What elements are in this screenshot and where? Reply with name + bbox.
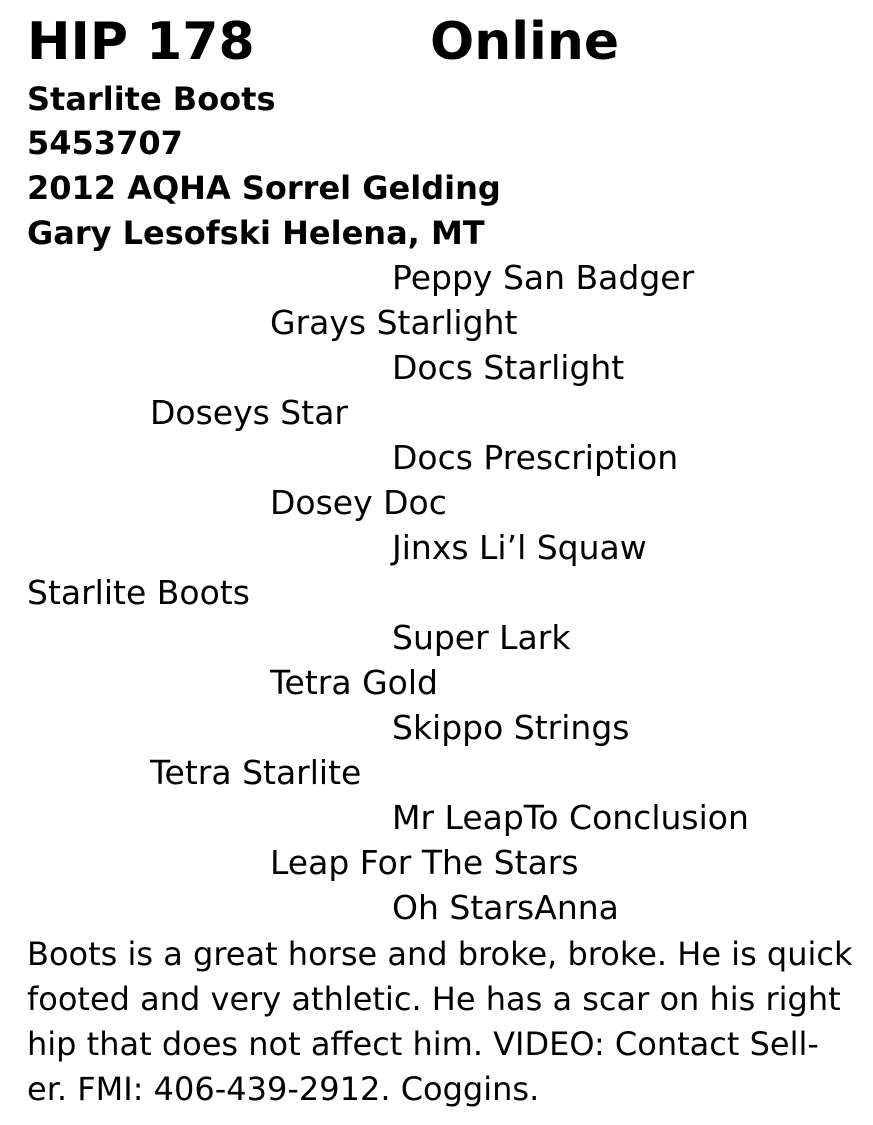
pedigree-dam-dam-dam: Oh StarsAnna [392,888,619,927]
horse-description: 2012 AQHA Sorrel Gelding [27,169,501,207]
pedigree-dam-sire-sire: Super Lark [392,618,571,657]
horse-name: Starlite Boots [27,80,276,118]
pedigree-sire-sire: Grays Starlight [270,303,518,342]
pedigree-subject: Starlite Boots [27,573,250,612]
pedigree-dam: Tetra Starlite [150,753,362,792]
pedigree-sire-dam: Dosey Doc [270,483,447,522]
remarks-line: hip that does not affect him. VIDEO: Contact Sell- [27,1025,819,1063]
pedigree-sire-sire-sire: Peppy San Badger [392,258,695,297]
remarks-line: er. FMI: 406-439-2912. Coggins. [27,1070,540,1108]
remarks-line: Boots is a great horse and broke, broke. He is quick [27,935,853,973]
pedigree-sire: Doseys Star [150,393,348,432]
remarks [27,932,857,1112]
pedigree-sire-dam-dam: Jinxs Li’l Squaw [392,528,647,567]
hip-number: HIP 178 [27,12,255,72]
pedigree-sire-dam-sire: Docs Prescription [392,438,679,477]
pedigree-dam-sire-dam: Skippo Strings [392,708,630,747]
pedigree-dam-dam-sire: Mr LeapTo Conclusion [392,798,749,837]
consignor: Gary Lesofski Helena, MT [27,214,485,252]
pedigree-sire-sire-dam: Docs Starlight [392,348,625,387]
pedigree-dam-sire: Tetra Gold [270,663,438,702]
remarks-line: footed and very athletic. He has a scar on his right [27,980,841,1018]
registration-number: 5453707 [27,124,183,162]
pedigree-dam-dam: Leap For The Stars [270,843,579,882]
sale-type: Online [430,12,620,72]
